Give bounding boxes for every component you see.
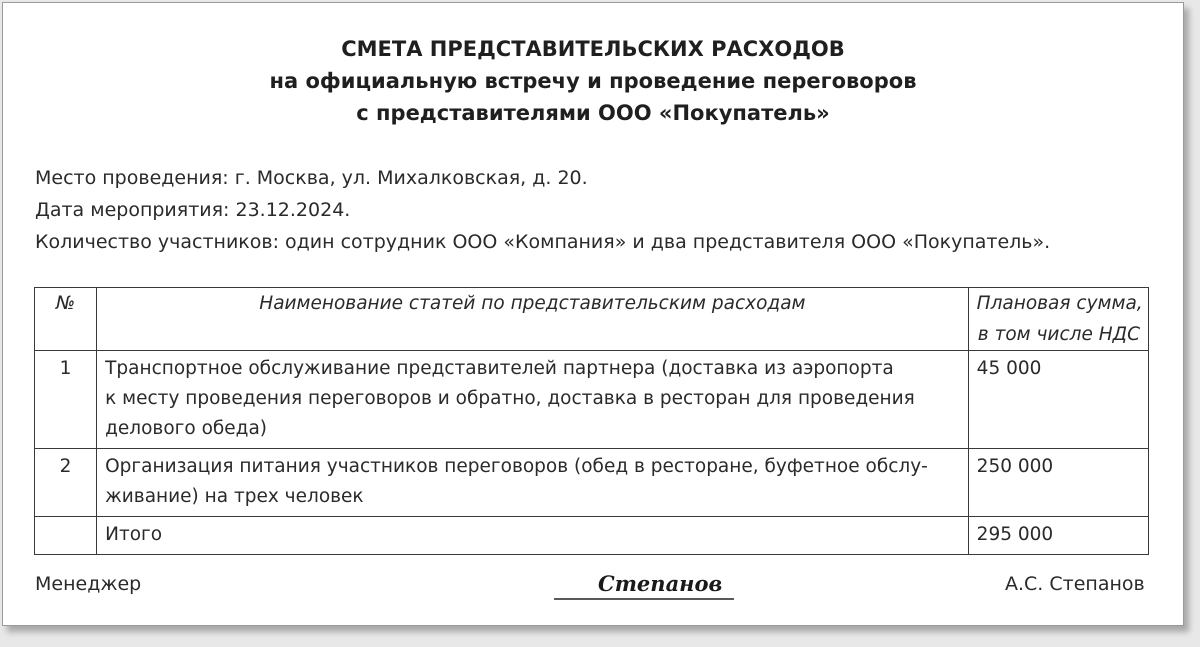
signature-text: Степанов <box>598 571 723 596</box>
signer-role: Менеджер <box>35 573 142 595</box>
header-num: № <box>35 288 97 351</box>
signer-name: А.С. Степанов <box>1005 573 1145 595</box>
row-name-line: Транспортное обслуживание представителей партнера (доставка из аэропорта <box>105 358 894 379</box>
row-name-line: Организация питания участников переговоров (обед в ресторане, буфетное обслу- <box>105 456 928 477</box>
row-name-line: к месту проведения переговоров и обратно, доставка в ресторан для проведения <box>105 388 915 409</box>
header-name: Наименование статей по представительским расходам <box>97 288 969 351</box>
row-num: 1 <box>35 351 97 449</box>
row-name <box>97 449 969 517</box>
event-info <box>35 162 1050 258</box>
title-line-2: на официальную встречу и проведение переговоров <box>269 69 917 93</box>
title-line-1: СМЕТА ПРЕДСТАВИТЕЛЬСКИХ РАСХОДОВ <box>341 37 845 61</box>
row-name <box>97 351 969 449</box>
event-date: Дата мероприятия: 23.12.2024. <box>35 199 351 221</box>
row-name-line: делового обеда) <box>105 418 268 439</box>
document-title <box>3 33 1183 129</box>
table-row <box>35 449 1149 517</box>
row-sum: 45 000 <box>968 351 1148 449</box>
table-header-row <box>35 288 1149 351</box>
header-sum <box>968 288 1148 351</box>
header-sum-line-1: Плановая сумма, <box>976 293 1143 314</box>
header-sum-line-2: в том числе НДС <box>977 324 1140 345</box>
expenses-table <box>34 287 1149 555</box>
title-line-3: с представителями ООО «Покупатель» <box>356 101 830 125</box>
row-num: 2 <box>35 449 97 517</box>
event-participants: Количество участников: один сотрудник ООО «Компания» и два представителя ООО «Покупатель». <box>35 231 1051 253</box>
estimate-document <box>2 2 1184 626</box>
signature <box>554 571 734 601</box>
total-row <box>35 517 1149 555</box>
table-row <box>35 351 1149 449</box>
total-label: Итого <box>97 517 969 555</box>
row-name-line: живание) на трех человек <box>105 486 364 507</box>
total-sum: 295 000 <box>968 517 1148 555</box>
event-place: Место проведения: г. Москва, ул. Михалковская, д. 20. <box>35 167 588 189</box>
row-sum: 250 000 <box>968 449 1148 517</box>
total-num <box>35 517 97 555</box>
